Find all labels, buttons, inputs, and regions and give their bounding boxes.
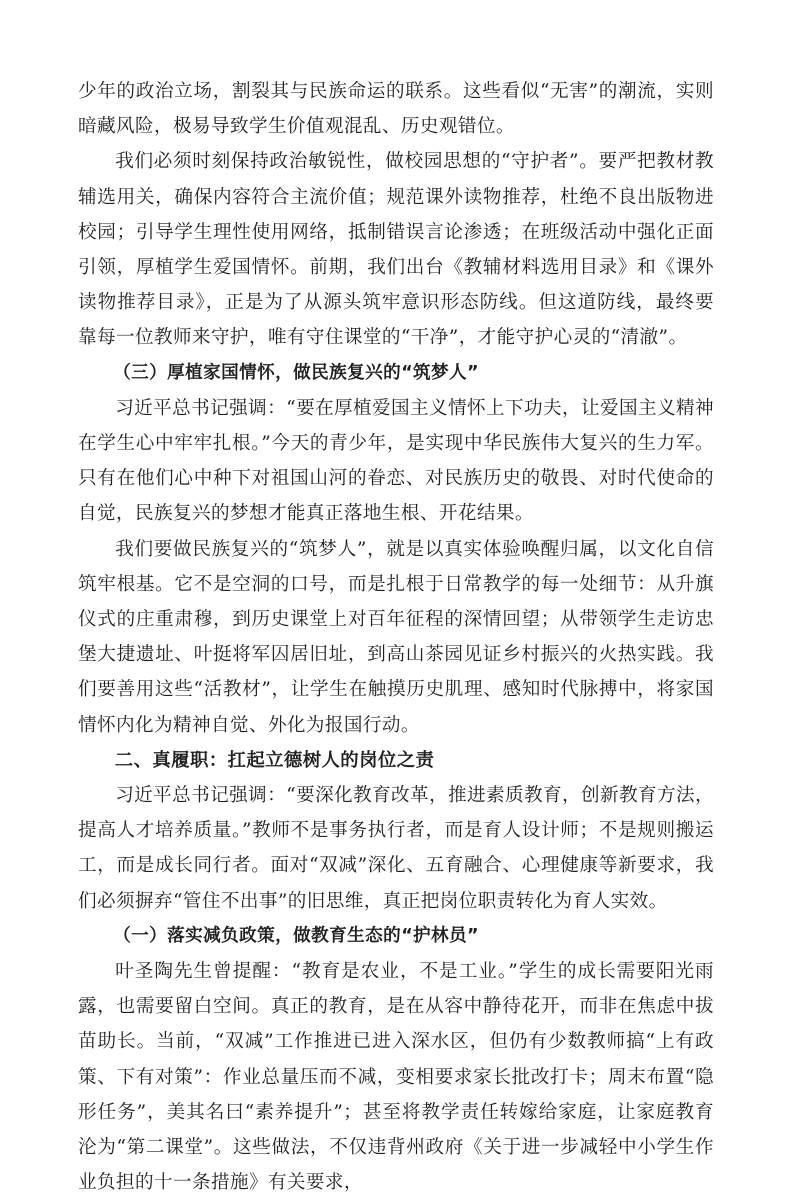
paragraph-patriotism-quote: 习近平总书记强调：“要在厚植爱国主义情怀上下功夫，让爱国主义精神在学生心中牢牢扎根。”今天的青少年，是实现中华民族伟大复兴的生力军。只有在他们心中种下对祖国山河的眷恋、对民族历史的敬畏、对时代使命的自觉，民族复兴的梦想才能真正落地生根、开花结果。 <box>78 397 714 525</box>
paragraph-guardian: 我们必须时刻保持政治敏锐性，做校园思想的“守护者”。要严把教材教辅选用关，确保内容符合主流价值；规范课外读物推荐，杜绝不良出版物进校园；引导学生理性使用网络，抵制错误言论渗透；在班级活动中强化正面引领，厚植学生爱国情怀。前期，我们出台《教辅材料选用目录》和《课外读物推荐目录》，正是为了从源头筑牢意识形态防线。但这道防线，最终要靠每一位教师来守护，唯有守住课堂的“干净”，才能守护心灵的“清澈”。 <box>78 151 714 349</box>
paragraph-burden-reduction: 叶圣陶先生曾提醒：“教育是农业，不是工业。”学生的成长需要阳光雨露，也需要留白空间。真正的教育，是在从容中静待花开，而非在焦虑中拔苗助长。当前，“双减”工作推进已进入深水区，但仍有少数教师搞“上有政策、下有对策”：作业总量压而不减，变相要求家长批改打卡；周末布置“隐形任务”，美其名曰“素养提升”；甚至将教学责任转嫁给家庭，让家庭教育沦为“第二课堂”。这些做法，不仅违背州政府《关于进一步减轻中小学生作业负担的十一条措施》有关要求， <box>78 961 714 1194</box>
paragraph-dream-builder: 我们要做民族复兴的“筑梦人”，就是以真实体验唤醒归属，以文化自信筑牢根基。它不是空洞的口号，而是扎根于日常教学的每一处细节：从升旗仪式的庄重肃穆，到历史课堂上对百年征程的深情回望；从带领学生走访忠堡大捷遗址、叶挺将军囚居旧址，到高山茶园见证乡村振兴的火热实践。我们要善用这些“活教材”，让学生在触摸历史肌理、感知时代脉搏中，将家国情怀内化为精神自觉、外化为报国行动。 <box>78 538 714 736</box>
chapter-heading-2: 二、真履职：扛起立德树人的岗位之责 <box>114 749 435 771</box>
section-heading-3: （三）厚植家国情怀，做民族复兴的“筑梦人” <box>113 362 479 383</box>
paragraph-education-reform: 习近平总书记强调：“要深化教育改革，推进素质教育，创新教育方法，提高人才培养质量。”教师不是事务执行者，而是育人设计师；不是规则搬运工，而是成长同行者。面对“双减”深化、五育融合、心理健康等新要求，我们必须摒弃“管住不出事”的旧思维，真正把岗位职责转化为育人实效。 <box>78 785 714 912</box>
document-body <box>78 74 714 1201</box>
section-heading-1: （一）落实减负政策，做教育生态的“护林员” <box>113 925 479 946</box>
paragraph-continuation: 少年的政治立场，割裂其与民族命运的联系。这些看似“无害”的潮流，实则暗藏风险，极易导致学生价值观混乱、历史观错位。 <box>78 81 714 138</box>
